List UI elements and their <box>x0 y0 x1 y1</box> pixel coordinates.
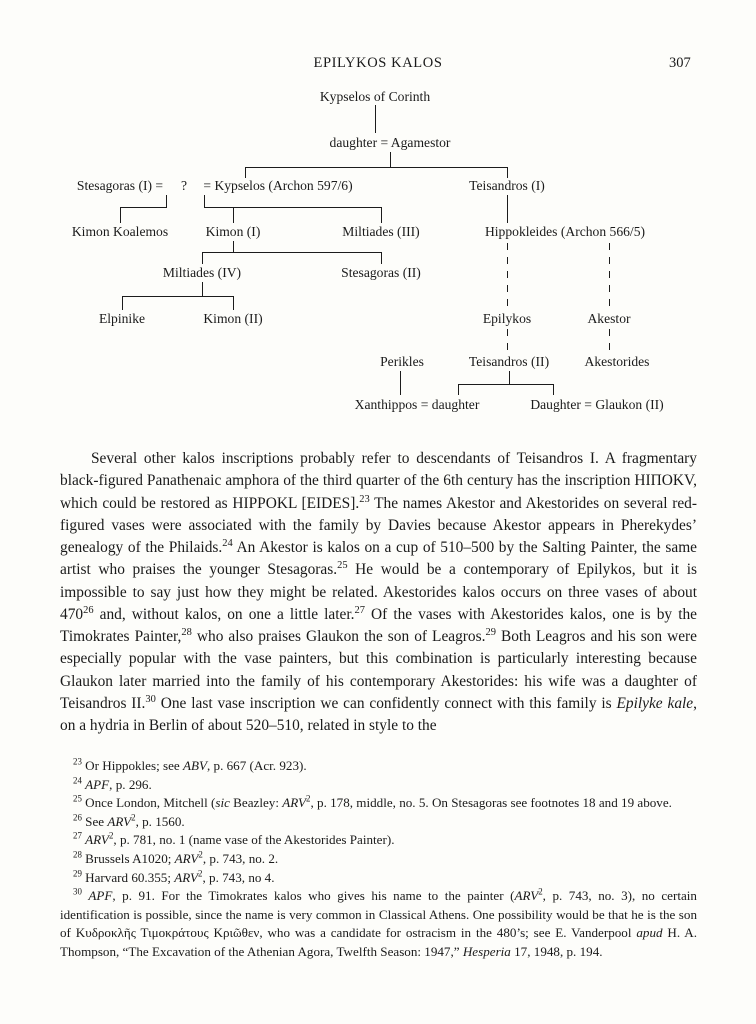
footnote-26: $^{26}$ See ARV$^2$, p. 1560. <box>73 812 185 829</box>
connector-to-daughter2 <box>553 384 554 395</box>
connector-kimon1-drop <box>233 241 234 252</box>
tree-node-epilykos: Epilykos <box>482 311 532 326</box>
connector-marriage2-drop <box>204 195 205 207</box>
footnote-25: $^{25}$ Once London, Mitchell (sic Beazley: ARV$^2$, p. 178, middle, no. 5. On Stesagoras see footnotes 18 and 19 above. <box>73 793 672 811</box>
tree-node-kimon1: Kimon (I) <box>205 224 261 239</box>
tree-node-hippokleides: Hippokleides (Archon 566/5) <box>484 224 646 239</box>
connector-to-elpinike <box>122 296 123 310</box>
connector-marriage1-elbow <box>120 207 167 208</box>
connector-sibling-bar-daughters <box>458 384 554 385</box>
tree-node-stesagoras1: Stesagoras (I) = <box>76 178 164 193</box>
connector-marriage1-drop <box>166 195 167 207</box>
connector-to-daughter1 <box>458 384 459 395</box>
connector-teisandros2-drop <box>509 371 510 384</box>
tree-node-kypselos-of-corinth: Kypselos of Corinth <box>319 89 431 104</box>
tree-node-kimon-koalemos: Kimon Koalemos <box>71 224 169 239</box>
connector-drop-kypselos-archon <box>245 167 246 178</box>
connector-to-miltiades3 <box>381 207 382 223</box>
tree-node-daughter-glaukon: Daughter = Glaukon (II) <box>530 397 664 412</box>
connector-sibling-bar-elpinike-kimon2 <box>122 296 233 297</box>
footnote-30: $^{30}$ APF, p. 91. For the Timokrates kalos who gives his name to the painter (ARV$^2$, p. 743, no. 3), no certain identification is possible, since the name is very common in Classical Athens. One possibility would be that he is the son of Κυδροκλῆς Τιμοκράτους Κριῶθεν, who was a candidate for ostracism in the 480’s; see E. Vanderpool apud H. A. Thompson, “The Excavation of the Athenian Agora, Twelfth Season: 1947,” Hesperia 17, 1948, p. 194. <box>60 886 697 959</box>
connector-miltiades4-drop <box>202 282 203 296</box>
connector-dashed-akestor-to-akestorides <box>609 329 610 352</box>
footnote-27: $^{27}$ ARV$^2$, p. 781, no. 1 (name vase of the Akestorides Painter). <box>73 831 395 848</box>
footnotes-section <box>60 757 697 962</box>
tree-node-unknown-wife: ? <box>180 178 188 193</box>
connector-kypselos-to-daughter <box>375 105 376 133</box>
connector-sibling-bar-kimon1-miltiades3 <box>204 207 382 208</box>
connector-dashed-hippokleides-to-akestor <box>609 243 610 308</box>
genealogy-tree <box>0 0 756 435</box>
connector-dashed-hippokleides-to-epilykos <box>507 243 508 308</box>
body-paragraph: Several other kalos inscriptions probably refer to descendants of Teisandros I. A fragmentary black-figured Panathenaic amphora of the third quarter of the 6th century has the inscription ΗΙΠΟΚV, which could be restored as HIPPOKL [EIDES].$^{23}$ The names Akestor and Akestorides on several red-figured vases were associated with the family by Davies because Akestor appears in Pherekydes’ genealogy of the Philaids.$^{24}$ An Akestor is kalos on a cup of 510–500 by the Salting Painter, the same artist who praises the younger Stesagoras.$^{25}$ He would be a contemporary of Epilykos, but it is impossible to say just how they might be related. Akestorides kalos occurs on three vases of about $470^{26}$ and, without kalos, on one a little later.$^{27}$ Of the vases with Akestorides kalos, one is by the Timokrates Painter,$^{28}$ who also praises Glaukon the son of Leagros.$^{29}$ Both Leagros and his son were especially popular with the vase painters, but this combination is particularly interesting because Glaukon later married into the family of his contemporary Akestorides: his wife was a daughter of Teisandros II.$^{30}$ One last vase inscription we can confidently connect with this family is Epilyke kale, on a hydria in Berlin of about 520–510, related in style to the <box>60 450 698 734</box>
connector-teisandros1-to-hippokleides <box>507 195 508 223</box>
connector-to-kimon2 <box>233 296 234 310</box>
connector-to-kimon1 <box>233 207 234 223</box>
connector-drop-teisandros1 <box>507 167 508 178</box>
tree-node-miltiades4: Miltiades (IV) <box>162 265 242 280</box>
connector-agamestor-marriage-drop <box>390 152 391 167</box>
footnote-28: $^{28}$ Brussels A1020; ARV$^2$, p. 743, no. 2. <box>73 849 279 866</box>
connector-to-stesagoras2 <box>381 252 382 264</box>
tree-node-teisandros1: Teisandros (I) <box>469 178 545 193</box>
tree-node-xanthippos-daughter: Xanthippos = daughter <box>354 397 480 412</box>
tree-node-stesagoras2: Stesagoras (II) <box>341 265 421 280</box>
footnote-29: $^{29}$ Harvard 60.355; ARV$^2$, p. 743, no 4. <box>73 868 275 885</box>
page-number: 307 <box>669 55 691 71</box>
tree-node-miltiades3: Miltiades (III) <box>342 224 420 239</box>
tree-node-akestorides: Akestorides <box>584 354 650 369</box>
running-header-title: EPILYKOS KALOS <box>313 55 443 71</box>
footnote-24: $^{24}$ APF, p. 296. <box>73 775 152 792</box>
tree-node-elpinike: Elpinike <box>98 311 146 326</box>
footnote-23: $^{23}$ Or Hippokles; see ABV, p. 667 (Acr. 923). <box>73 756 307 773</box>
tree-node-daughter-agamestor: daughter = Agamestor <box>329 135 451 150</box>
tree-node-perikles: Perikles <box>380 354 424 369</box>
tree-node-akestor: Akestor <box>587 311 631 326</box>
tree-node-teisandros2: Teisandros (II) <box>468 354 550 369</box>
connector-dashed-epilykos-to-teisandros2 <box>507 329 508 352</box>
tree-node-kypselos-archon: = Kypselos (Archon 597/6) <box>203 178 353 193</box>
connector-sibling-bar-miltiades4-stesagoras2 <box>202 252 381 253</box>
connector-to-miltiades4 <box>202 252 203 264</box>
connector-to-kimon-koalemos <box>120 207 121 223</box>
connector-sibling-bar-gen3 <box>245 167 508 168</box>
connector-perikles-to-xanthippos <box>400 371 401 395</box>
tree-node-kimon2: Kimon (II) <box>203 311 263 326</box>
